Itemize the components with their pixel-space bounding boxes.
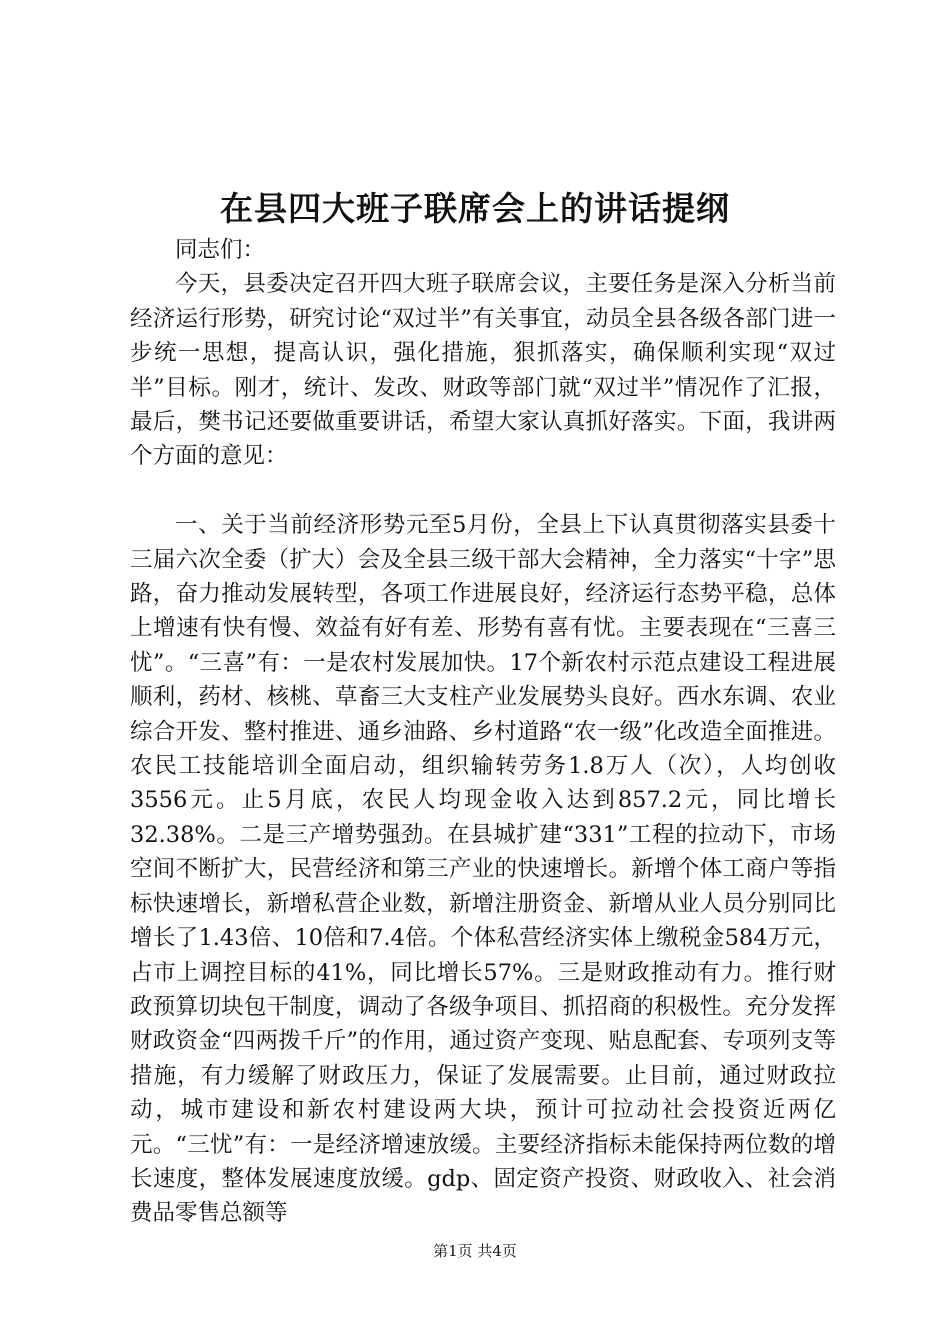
page-footer: 第1页 共4页 — [433, 1242, 517, 1260]
paragraph-gap — [130, 474, 836, 508]
document-title: 在县四大班子联席会上的讲话提纲 — [220, 189, 730, 228]
paragraph-intro: 今天，县委决定召开四大班子联席会议，主要任务是深入分析当前经济运行形势，研究讨论“双过半”有关事宜，动员全县各级各部门进一步统一思想，提高认识，强化措施，狠抓落实，确保顺利实现“双过半”目标。刚才，统计、发改、财政等部门就“双过半”情况作了汇报，最后，樊书记还要做重要讲话，希望大家认真抓好落实。下面，我讲两个方面的意见： — [130, 271, 836, 470]
paragraph-economic-situation: 一、关于当前经济形势元至5月份，全县上下认真贯彻落实县委十三届六次全委（扩大）会及全县三级干部大会精神，全力落实“十字”思路，奋力推动发展转型，各项工作进展良好，经济运行态势平稳，总体上增速有快有慢、效益有好有差、形势有喜有忧。主要表现在“三喜三忧”。“三喜”有：一是农村发展加快。17个新农村示范点建设工程进展顺利，药材、核桃、草畜三大支柱产业发展势头良好。西水东调、农业综合开发、整村推进、通乡油路、乡村道路“农一级”化改造全面推进。农民工技能培训全面启动，组织输转劳务1.8万人（次），人均创收3556元。止5月底，农民人均现金收入达到857.2元，同比增长32.38%。二是三产增势强劲。在县城扩建“331”工程的拉动下，市场空间不断扩大，民营经济和第三产业的快速增长。新增个体工商户等指标快速增长，新增私营企业数，新增注册资金、新增从业人员分别同比增长了1.43倍、10倍和7.4倍。个体私营经济实体上缴税金584万元，占市上调控目标的41%，同比增长57%。三是财政推动有力。推行财政预算切块包干制度，调动了各级争项目、抓招商的积极性。充分发挥财政资金“四两拨千斤”的作用，通过资产变现、贴息配套、专项列支等措施，有力缓解了财政压力，保证了发展需要。止目前，通过财政拉动，城市建设和新农村建设两大块，预计可拉动社会投资近两亿元。“三忧”有：一是经济增速放缓。主要经济指标未能保持两位数的增长速度，整体发展速度放缓。gdp、固定资产投资、财政收入、社会消费品零售总额等 — [130, 512, 836, 1227]
greeting: 同志们： — [175, 237, 266, 263]
document-body — [130, 233, 836, 1231]
